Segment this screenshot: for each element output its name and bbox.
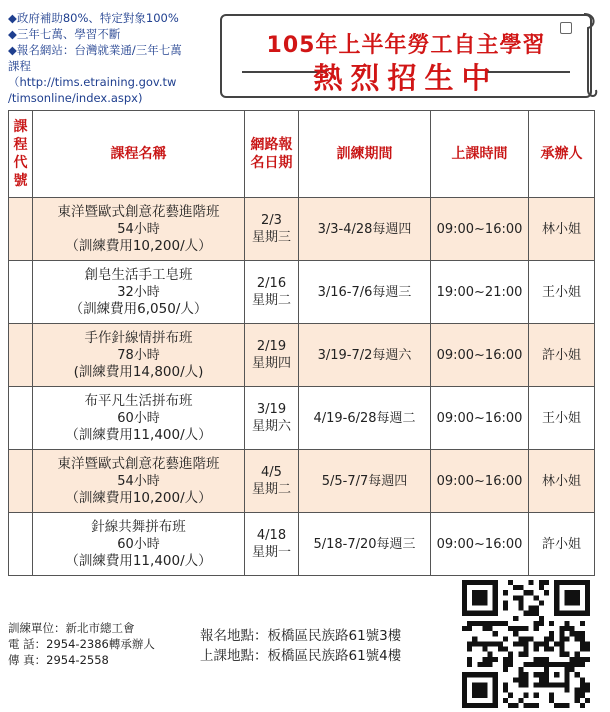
notes-block xyxy=(8,10,213,106)
cell-period: 5/18-7/20每週三 xyxy=(299,513,431,576)
table-row xyxy=(9,450,595,513)
reg-day: 星期二 xyxy=(251,293,291,308)
cell-period: 3/16-7/6每週三 xyxy=(299,261,431,324)
reg-day: 星期一 xyxy=(251,545,291,560)
course-fee: （訓練費用11,400/人） xyxy=(65,552,212,569)
banner-subtitle: 熱烈招生中 xyxy=(313,61,499,95)
cell-period: 3/3-4/28每週四 xyxy=(299,198,431,261)
reg-date: 4/5 xyxy=(261,465,282,480)
reg-day: 星期六 xyxy=(251,419,291,434)
course-name: 東洋暨歐式創意花藝進階班 xyxy=(57,203,220,220)
note-line: ◆政府補助80%、特定對象100% xyxy=(8,11,179,25)
cell-course xyxy=(33,450,245,513)
cell-period: 3/19-7/2每週六 xyxy=(299,324,431,387)
header-code: 課程代號 xyxy=(9,111,33,198)
cell-time: 19:00~21:00 xyxy=(431,261,529,324)
cell-contact: 許小姐 xyxy=(529,324,595,387)
cell-time: 09:00~16:00 xyxy=(431,513,529,576)
course-name: 創皂生活手工皂班 xyxy=(84,266,193,283)
header-period: 訓練期間 xyxy=(299,111,431,198)
table-row xyxy=(9,324,595,387)
cell-code xyxy=(9,324,33,387)
course-hours: 60小時 xyxy=(117,410,160,426)
note-line: ◆報名網站：台灣就業通/三年七萬 xyxy=(8,43,182,57)
cell-reg-date xyxy=(245,261,299,324)
cell-contact: 林小姐 xyxy=(529,198,595,261)
reg-date: 2/3 xyxy=(261,213,282,228)
reg-day: 星期二 xyxy=(251,482,291,497)
title-banner xyxy=(220,14,592,98)
course-table xyxy=(8,110,595,576)
cell-course xyxy=(33,513,245,576)
course-fee: （訓練費用10,200/人） xyxy=(65,237,212,254)
registration-location: 報名地點：板橋區民族路61號3樓 xyxy=(200,628,402,644)
cell-reg-date xyxy=(245,387,299,450)
table-row xyxy=(9,387,595,450)
table-header-row xyxy=(9,111,595,198)
cell-contact: 許小姐 xyxy=(529,513,595,576)
header-contact: 承辦人 xyxy=(529,111,595,198)
header-course: 課程名稱 xyxy=(33,111,245,198)
fax-number: 傳 真：2954-2558 xyxy=(8,653,109,667)
cell-time: 09:00~16:00 xyxy=(431,450,529,513)
course-fee: （訓練費用6,050/人） xyxy=(69,300,208,317)
table-row xyxy=(9,513,595,576)
phone-number: 電 話：2954-2386轉承辦人 xyxy=(8,637,155,651)
cell-code xyxy=(9,450,33,513)
banner-title: 105年上半年勞工自主學習 xyxy=(266,33,546,58)
cell-course xyxy=(33,198,245,261)
course-name: 手作針線情拼布班 xyxy=(84,329,193,346)
cell-contact: 王小姐 xyxy=(529,387,595,450)
cell-code xyxy=(9,513,33,576)
reg-date: 3/19 xyxy=(256,402,287,417)
course-name: 針線共舞拼布班 xyxy=(91,518,186,535)
reg-day: 星期四 xyxy=(251,356,291,371)
footer-contact xyxy=(8,620,155,668)
cell-code xyxy=(9,261,33,324)
cell-contact: 林小姐 xyxy=(529,450,595,513)
training-unit: 訓練單位：新北市總工會 xyxy=(8,621,135,635)
cell-reg-date xyxy=(245,198,299,261)
cell-reg-date xyxy=(245,513,299,576)
reg-date: 4/18 xyxy=(256,528,287,543)
course-hours: 32小時 xyxy=(117,284,160,300)
cell-reg-date xyxy=(245,324,299,387)
header-reg-date: 網路報名日期 xyxy=(245,111,299,198)
cell-period: 4/19-6/28每週二 xyxy=(299,387,431,450)
course-name: 東洋暨歐式創意花藝進階班 xyxy=(57,455,220,472)
class-location: 上課地點：板橋區民族路61號4樓 xyxy=(200,648,402,664)
note-link[interactable]: （http://tims.etraining.gov.tw xyxy=(8,75,177,89)
note-line: 課程 xyxy=(8,59,31,73)
cell-course xyxy=(33,387,245,450)
reg-day: 星期三 xyxy=(251,230,291,245)
cell-course xyxy=(33,324,245,387)
course-fee: （訓練費用11,400/人） xyxy=(65,426,212,443)
cell-course xyxy=(33,261,245,324)
footer-locations xyxy=(200,626,401,666)
cell-period: 5/5-7/7每週四 xyxy=(299,450,431,513)
table-row xyxy=(9,198,595,261)
cell-time: 09:00~16:00 xyxy=(431,198,529,261)
reg-date: 2/19 xyxy=(256,339,287,354)
cell-code xyxy=(9,198,33,261)
course-hours: 78小時 xyxy=(117,347,160,363)
note-line: ◆三年七萬、學習不斷 xyxy=(8,27,121,41)
note-link[interactable]: /timsonline/index.aspx) xyxy=(8,91,143,105)
course-fee: （訓練費用10,200/人） xyxy=(65,489,212,506)
course-hours: 54小時 xyxy=(117,221,160,237)
cell-reg-date xyxy=(245,450,299,513)
table-row xyxy=(9,261,595,324)
header-time: 上課時間 xyxy=(431,111,529,198)
cell-code xyxy=(9,387,33,450)
cell-time: 09:00~16:00 xyxy=(431,324,529,387)
qr-code-icon[interactable] xyxy=(462,580,590,708)
reg-date: 2/16 xyxy=(256,276,287,291)
course-hours: 54小時 xyxy=(117,473,160,489)
course-name: 布平凡生活拼布班 xyxy=(84,392,193,409)
cell-time: 09:00~16:00 xyxy=(431,387,529,450)
course-fee: (訓練費用14,800/人) xyxy=(73,363,204,380)
cell-contact: 王小姐 xyxy=(529,261,595,324)
course-hours: 60小時 xyxy=(117,536,160,552)
